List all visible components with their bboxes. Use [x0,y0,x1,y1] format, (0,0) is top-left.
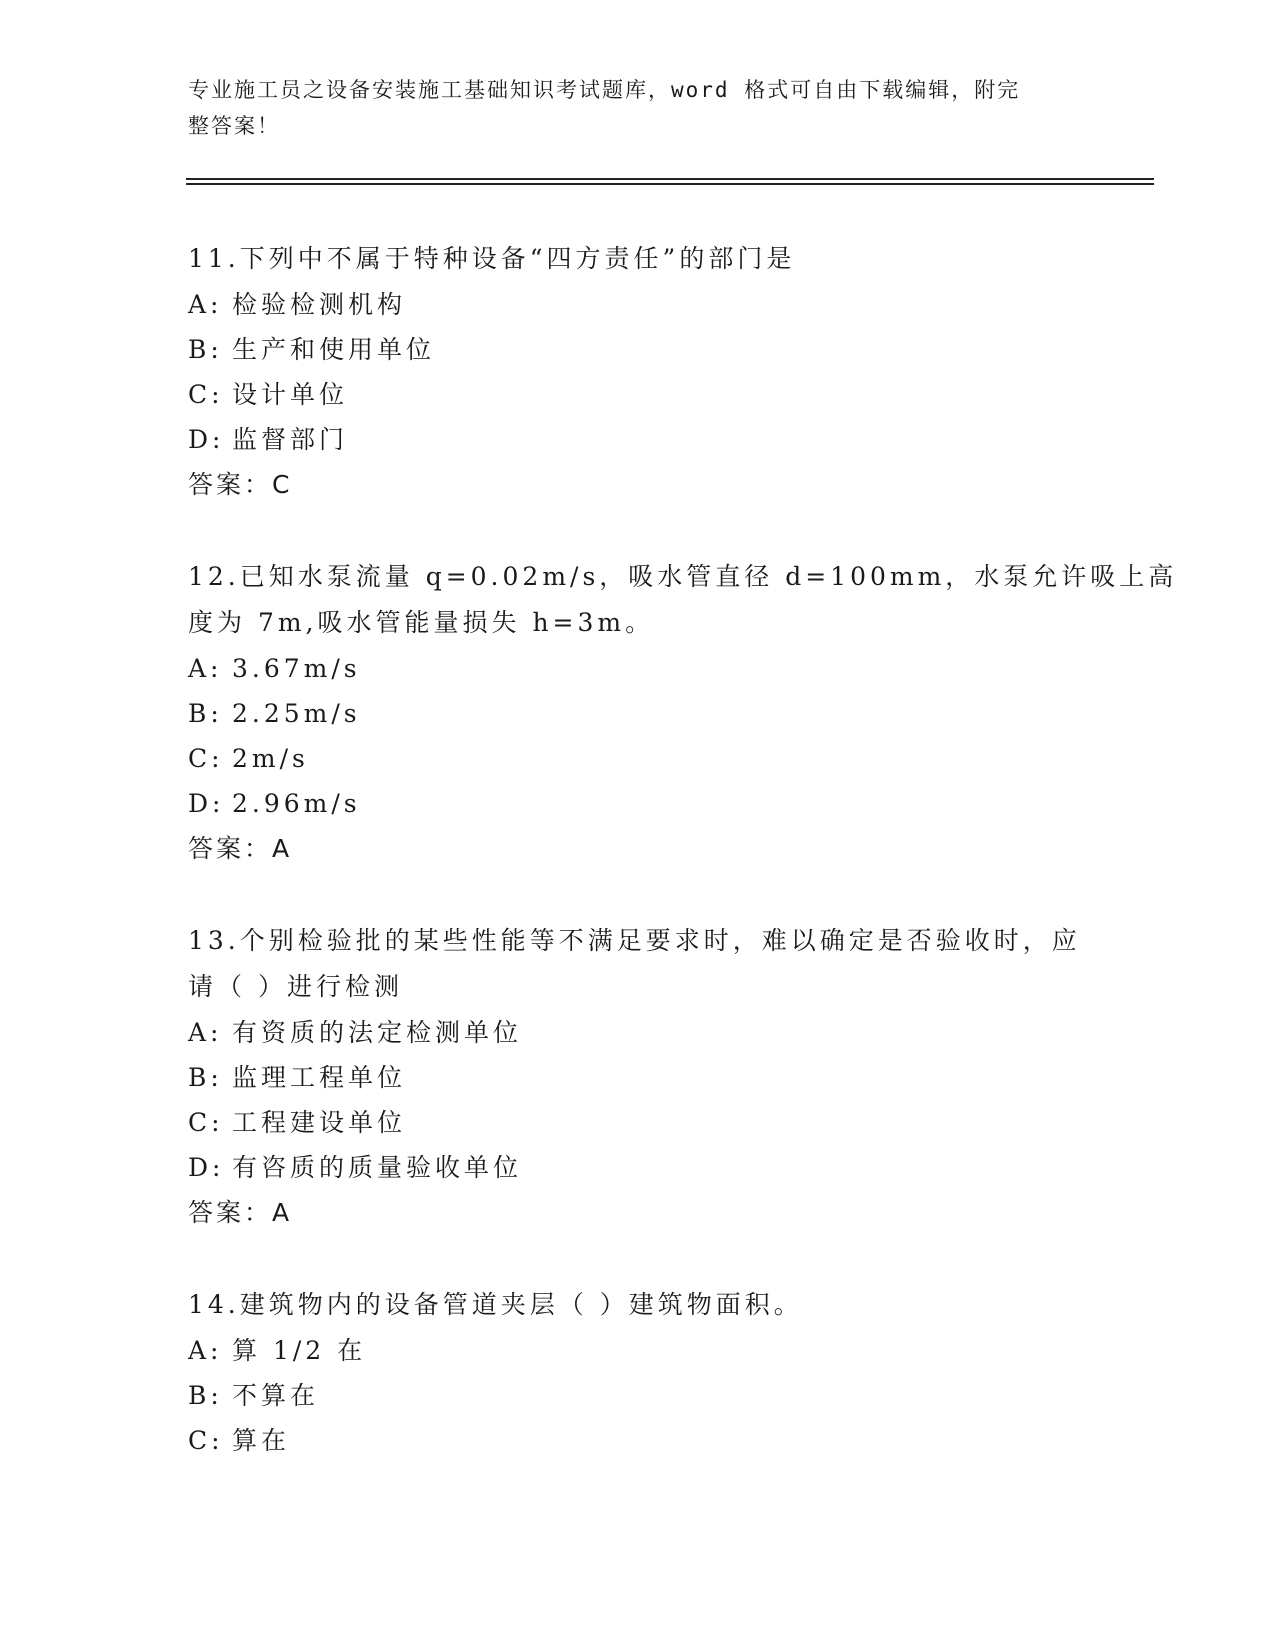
option-text: 有资质的法定检测单位 [232,1018,523,1047]
option-text: 生产和使用单位 [232,335,436,364]
option-letter: A: [188,1336,223,1365]
option-letter: B: [188,699,223,728]
option-d [188,781,1088,826]
option-a [188,646,1088,691]
answer-line: 答案：A [188,1198,293,1227]
option-text: 算 1/2 在 [232,1336,367,1365]
header-divider-bottom [186,183,1154,185]
option-letter: C: [188,380,224,409]
question-stem-line-2: 度为 7m,吸水管能量损失 h=3m。 [188,608,655,637]
option-b [188,1373,1088,1418]
option-letter: A: [188,290,223,319]
option-letter: D: [188,1153,225,1182]
option-a [188,1010,1088,1055]
question-stem-line-1: 12.已知水泵流量 q=0.02m/s，吸水管直径 d=100mm，水泵允许吸上高 [188,562,1178,591]
option-text: 3.67m/s [232,654,361,683]
header-divider-top [186,178,1154,180]
option-text: 检验检测机构 [232,290,407,319]
option-text: 监督部门 [232,425,349,454]
option-text: 算在 [232,1426,291,1455]
option-letter: B: [188,1381,223,1410]
option-letter: C: [188,744,224,773]
option-letter: D: [188,425,225,454]
header-line-2: 整答案！ [188,114,280,138]
question-list [188,236,1178,1509]
option-letter: A: [188,654,223,683]
option-c [188,736,1088,781]
question-12 [188,554,1178,872]
option-text: 不算在 [232,1381,320,1410]
document-header [188,72,1068,144]
option-text: 设计单位 [232,380,349,409]
option-text: 2.25m/s [232,699,361,728]
option-letter: C: [188,1426,224,1455]
option-c [188,1418,1088,1463]
option-b [188,1055,1088,1100]
option-letter: D: [188,789,225,818]
option-a [188,1328,1088,1373]
option-text: 2m/s [232,744,309,773]
answer-line: 答案：C [188,470,293,499]
option-letter: A: [188,1018,223,1047]
option-text: 2.96m/s [232,789,361,818]
option-text: 工程建设单位 [232,1108,407,1137]
option-c [188,372,1088,417]
option-text: 有咨质的质量验收单位 [232,1153,523,1182]
option-b [188,691,1088,736]
option-letter: B: [188,335,223,364]
option-c [188,1100,1088,1145]
question-stem: 11.下列中不属于特种设备“四方责任”的部门是 [188,244,796,273]
question-stem-line-1: 13.个别检验批的某些性能等不满足要求时，难以确定是否验收时，应 [188,926,1081,955]
question-stem: 14.建筑物内的设备管道夹层（ ）建筑物面积。 [188,1290,803,1319]
answer-line: 答案：A [188,834,293,863]
question-13 [188,918,1088,1236]
option-letter: C: [188,1108,224,1137]
question-14 [188,1282,1088,1463]
option-a [188,282,1088,327]
option-d [188,1145,1088,1190]
option-d [188,417,1088,462]
header-line-1: 专业施工员之设备安装施工基础知识考试题库，word 格式可自由下载编辑，附完 [188,78,1021,102]
question-stem-line-2: 请（ ）进行检测 [188,972,403,1001]
option-b [188,327,1088,372]
option-letter: B: [188,1063,223,1092]
option-text: 监理工程单位 [232,1063,407,1092]
question-11 [188,236,1088,508]
